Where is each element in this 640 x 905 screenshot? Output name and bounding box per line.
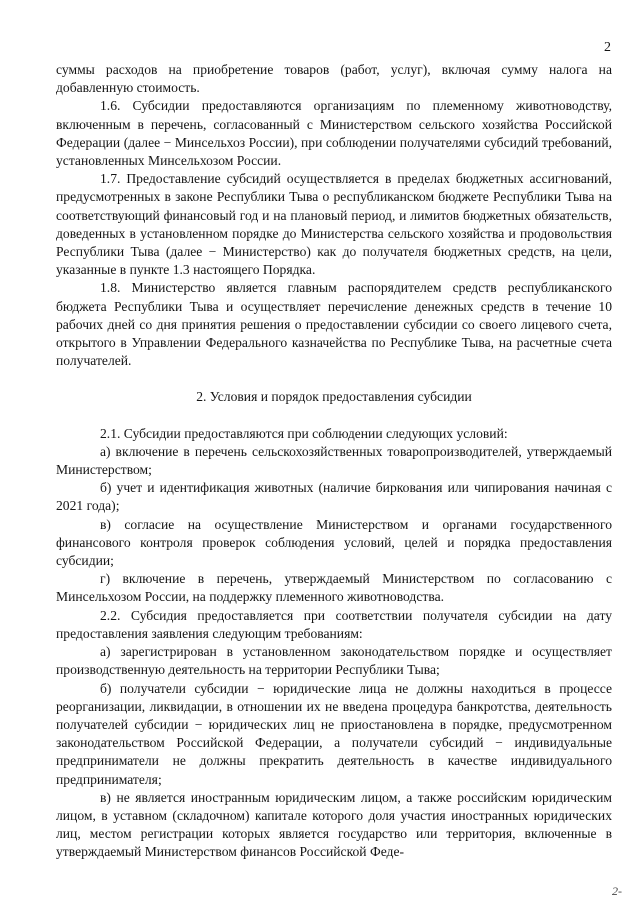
paragraph-2-1-v: в) согласие на осуществление Министерством и органами государственного финансового контроля проверок соблюдения условий, целей и порядка предоставления субсидии; xyxy=(56,516,612,569)
paragraph-continuation: суммы расходов на приобретение товаров (работ, услуг), включая сумму налога на добавленную стоимость. xyxy=(56,62,612,96)
corner-mark: 2- xyxy=(612,884,622,898)
section-heading: 2. Условия и порядок предоставления субсидии xyxy=(196,389,472,405)
paragraph-2-2: 2.2. Субсидия предоставляется при соответствии получателя субсидии на дату предоставления заявления следующим требованиям: xyxy=(56,607,612,641)
paragraph-2-1: 2.1. Субсидии предоставляются при соблюдении следующих условий: xyxy=(100,425,508,441)
paragraph-2-1-a: а) включение в перечень сельскохозяйственных товаропроизводителей, утверждаемый Министерством; xyxy=(56,443,612,478)
paragraph-2-2-v: в) не является иностранным юридическим лицом, а также российским юридическим лицом, в уставном (складочном) капитале которого доля участия иностранных юридических лиц, местом регистрации которых является государство или территория, включенные в утверждаемый Министерством финансов Российской Феде- xyxy=(56,789,612,860)
paragraph-1-6: 1.6. Субсидии предоставляются организациям по племенному животноводству, включенным в перечень, согласованный с Министерством сельского хозяйства Российской Федерации (далее − Минсельхоз России), при соблюдении получателями субсидий требований, установленных Минсельхозом России. xyxy=(56,98,612,169)
paragraph-2-1-b: б) учет и идентификация животных (наличие биркования или чипирования начиная с 2021 года); xyxy=(56,480,612,514)
page-number: 2 xyxy=(604,40,611,55)
paragraph-2-2-b: б) получатели субсидии − юридические лица не должны находиться в процессе реорганизации, ликвидации, в отношении их не введена процедура банкротства, деятельность получателей субсидии − юридических лиц не приостановлена в порядке, предусмотренном законодательством Российской Федерации, а получатели субсидий − индивидуальные предприниматели не должны прекратить деятельность в качестве индивидуального предпринимателя; xyxy=(56,680,612,787)
paragraph-2-2-a: а) зарегистрирован в установленном законодательством порядке и осуществляет производственную деятельность на территории Республики Тыва; xyxy=(56,644,612,678)
paragraph-2-1-g: г) включение в перечень, утверждаемый Министерством по согласованию с Минсельхозом России, на поддержку племенного животноводства. xyxy=(56,571,612,605)
paragraph-1-7: 1.7. Предоставление субсидий осуществляется в пределах бюджетных ассигнований, предусмотренных в законе Республики Тыва о республиканском бюджете Республики Тыва на соответствующий финансовый год и на плановый период, и лимитов бюджетных обязательств, доведенных в установленном порядке до Министерства сельского хозяйства и продовольствия Республики Тыва (далее − Министерство) как до получателя бюджетных средств, на цели, указанные в пункте 1.3 настоящего Порядка. xyxy=(56,171,612,278)
paragraph-1-8: 1.8. Министерство является главным распорядителем средств республиканского бюджета Республики Тыва и осуществляет перечисление денежных средств в течение 10 рабочих дней со дня принятия решения о предоставлении субсидии со своего лицевого счета, открытого в Управлении Федерального казначейства по Республике Тыва, на расчетные счета получателей. xyxy=(56,280,612,369)
document-body xyxy=(56,61,612,862)
